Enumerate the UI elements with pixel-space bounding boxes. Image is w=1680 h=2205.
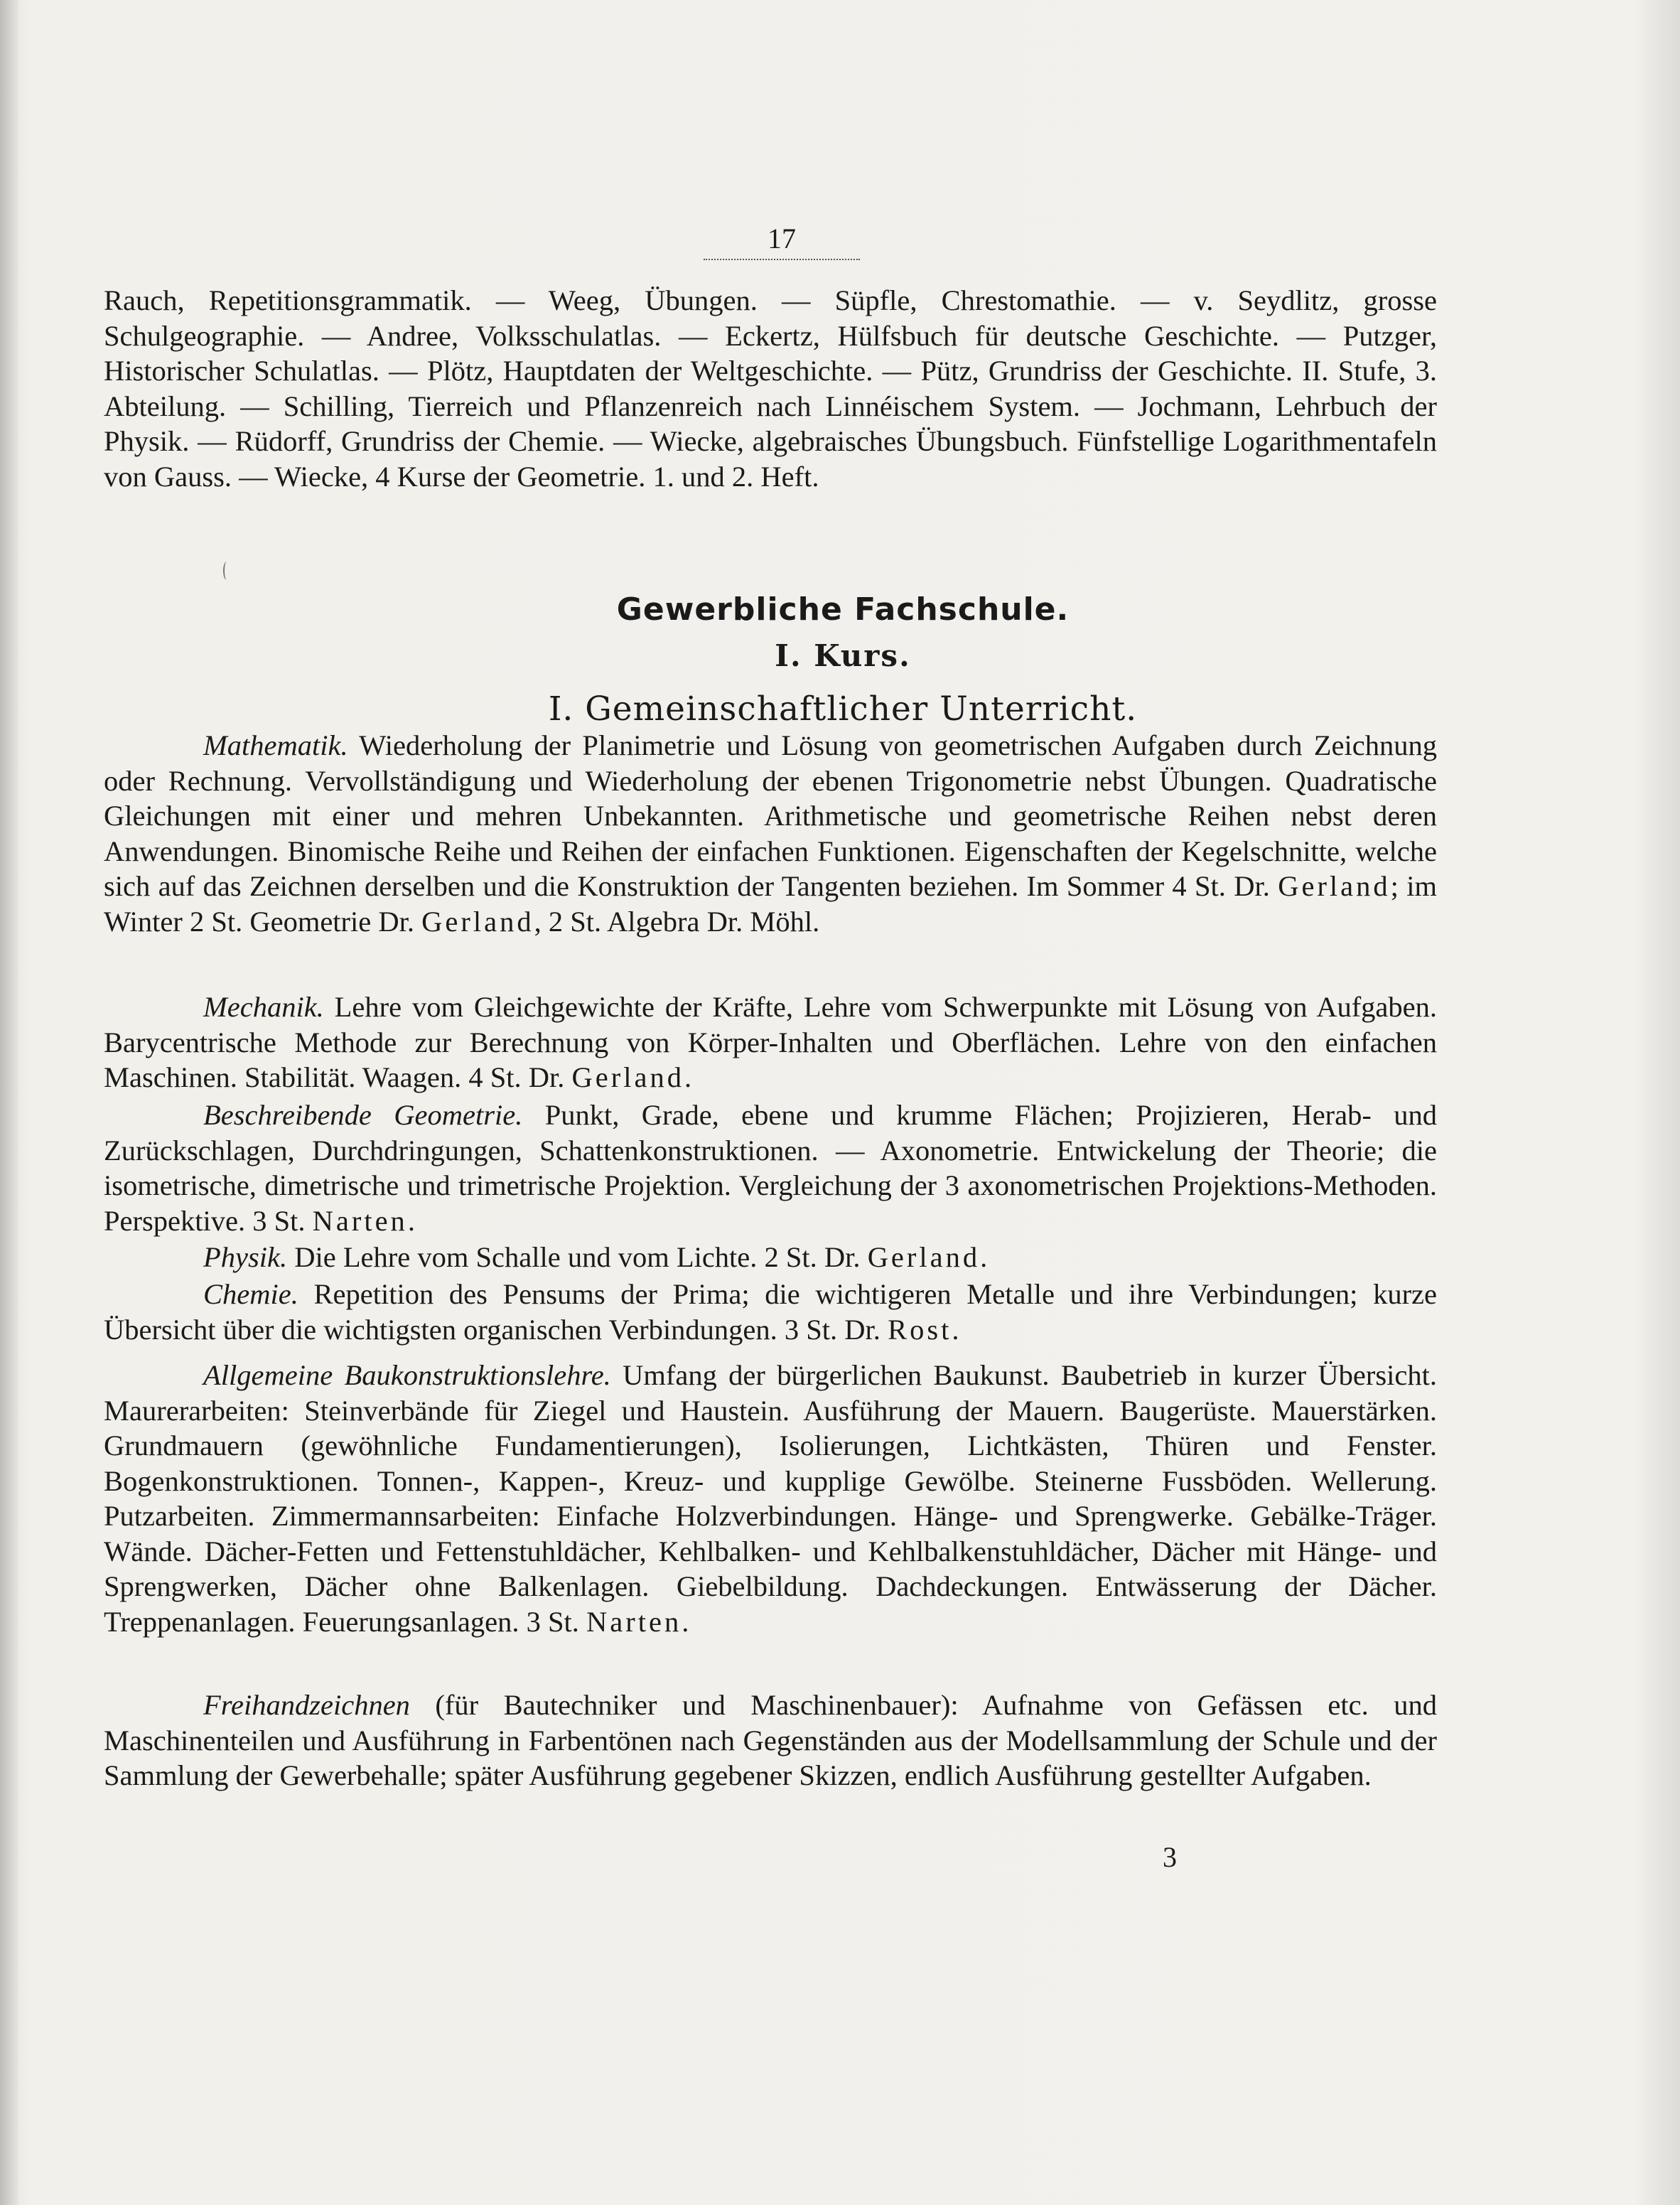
subject-mathematik [104, 728, 1437, 939]
subject-chemie [104, 1277, 1437, 1347]
teacher-name: Gerland [1278, 870, 1391, 902]
freihand-text: (für Bautechniker und Maschinenbauer): Aufnahme von Gefässen etc. und Maschinenteilen und Ausführung in Farbentönen nach Gegenständen aus der Modellsammlung der Schule und der Sammlung der Gewerbehalle; später Ausführung gegebener Skizzen, endlich Ausführung gestellter Aufgaben. [104, 1689, 1437, 1791]
sentence-end: . [952, 1313, 959, 1346]
geometrie-text: Punkt, Grade, ebene und krumme Flächen; Projizieren, Herab- und Zurückschlagen, Durchdringungen, Schattenkonstruktionen. — Axonometrie. Entwickelung der Theorie; die isometrische, dimetrische und trimetrische Projektion. Vergleichung der 3 axonometrischen Projektions-Methoden. Perspektive. 3 St. [104, 1099, 1437, 1237]
signature-mark: 3 [1163, 1841, 1177, 1873]
teacher-name: Rost [888, 1313, 952, 1346]
subject-physik [104, 1240, 1437, 1275]
baukonstruktion-text: Umfang der bürgerlichen Baukunst. Baubetrieb in kurzer Übersicht. Maurerarbeiten: Steinverbände für Ziegel und Haustein. Ausführung der Mauern. Baugerüste. Mauerstärken. Grundmauern (gewöhnliche Fundamentierungen), Isolierungen, Lichtkästen, Thüren und Fenster. Bogenkonstruktionen. Tonnen-, Kappen-, Kreuz- und kupplige Gewölbe. Steinerne Fussböden. Wellerung. Putzarbeiten. Zimmermannsarbeiten: Einfache Holzverbindungen. Hänge- und Sprengwerke. Gebälke-Träger. Wände. Dächer-Fetten und Fettenstuhldächer, Kehlbalken- und Kehlbalkenstuhldächer, Dächer mit Hänge- und Sprengwerken, Dächer ohne Balkenlagen. Giebelbildung. Dachdeckungen. Entwässerung der Dächer. Treppenanlagen. Feuerungsanlagen. 3 St. [104, 1359, 1438, 1638]
booklist-paragraph: Rauch, Repetitionsgrammatik. — Weeg, Übungen. — Süpfle, Chrestomathie. — v. Seydlitz, grosse Schulgeographie. — Andree, Volksschulatlas. — Eckertz, Hülfsbuch für deutsche Geschichte. — Putzger, Historischer Schulatlas. — Plötz, Hauptdaten der Weltgeschichte. — Pütz, Grundriss der Geschichte. II. Stufe, 3. Abteilung. — Schilling, Tierreich und Pflanzenreich nach Linnéischem System. — Jochmann, Lehrbuch der Physik. — Rüdorff, Grundriss der Chemie. — Wiecke, algebraisches Übungsbuch. Fünfstellige Logarithmentafeln von Gauss. — Wiecke, 4 Kurse der Geometrie. 1. und 2. Heft. [104, 284, 1437, 493]
subject-label-physik: Physik. [203, 1241, 288, 1273]
subject-label-mechanik: Mechanik. [203, 991, 324, 1023]
sentence-end: . [684, 1061, 692, 1093]
teacher-name: Gerland [571, 1061, 684, 1093]
mathematik-text-3: , 2 St. Algebra Dr. Möhl. [534, 905, 820, 938]
subject-label-mathematik: Mathematik. [203, 729, 348, 761]
page-number: 17 [768, 222, 796, 254]
teacher-name: Narten [312, 1204, 408, 1237]
teacher-name: Gerland [421, 905, 534, 938]
mathematik-text-2: ; im Winter 2 St. Geometrie Dr. [104, 870, 1438, 938]
subject-freihand [104, 1688, 1437, 1793]
course-heading: I. Kurs. [775, 638, 911, 673]
ink-mark [223, 562, 230, 580]
mechanik-text: Lehre vom Gleichgewichte der Kräfte, Lehre vom Schwerpunkte mit Lösung von Aufgaben. Barycentrische Methode zur Berechnung von Körper-Inhalten und Oberflächen. Lehre von den einfachen Maschinen. Stabilität. Waagen. 4 St. Dr. [104, 991, 1438, 1093]
subject-label-chemie: Chemie. [203, 1278, 298, 1310]
binding-gutter [0, 0, 18, 2205]
subject-geometrie [104, 1098, 1437, 1238]
sentence-end: . [682, 1605, 689, 1638]
subject-label-geometrie: Beschreibende Geometrie. [203, 1099, 523, 1131]
teacher-name: Narten [586, 1605, 682, 1638]
mathematik-text: Wiederholung der Planimetrie und Lösung von geometrischen Aufgaben durch Zeichnung oder Rechnung. Vervollständigung und Wiederholung der ebenen Trigonometrie nebst Übungen. Quadratische Gleichungen mit einer und mehren Unbekannten. Arithmetische und geometrische Reihen nebst deren Anwendungen. Binomische Reihe und Reihen der einfachen Funktionen. Eigenschaften der Kegelschnitte, welche sich auf das Zeichnen derselben und die Konstruktion der Tangenten beziehen. Im Sommer 4 St. Dr. [104, 729, 1437, 902]
sentence-end: . [407, 1204, 415, 1237]
subject-mechanik [104, 989, 1437, 1095]
physik-text: Die Lehre vom Schalle und vom Lichte. 2 St. Dr. [294, 1241, 861, 1273]
sentence-end: . [980, 1241, 988, 1273]
school-heading: Gewerbliche Fachschule. [616, 591, 1070, 628]
subject-baukonstruktion [104, 1358, 1437, 1639]
subject-label-baukonstruktion: Allgemeine Baukonstruktionslehre. [203, 1359, 611, 1391]
section-heading: I. Gemeinschaftlicher Unterricht. [548, 690, 1138, 729]
teacher-name: Gerland [867, 1241, 981, 1273]
subject-label-freihand: Freihandzeichnen [203, 1689, 410, 1721]
chemie-text: Repetition des Pensums der Prima; die wichtigeren Metalle und ihre Verbindungen; kurze Übersicht über die wichtigsten organischen Verbindungen. 3 St. Dr. [104, 1278, 1438, 1346]
page-number-rule [704, 259, 860, 260]
